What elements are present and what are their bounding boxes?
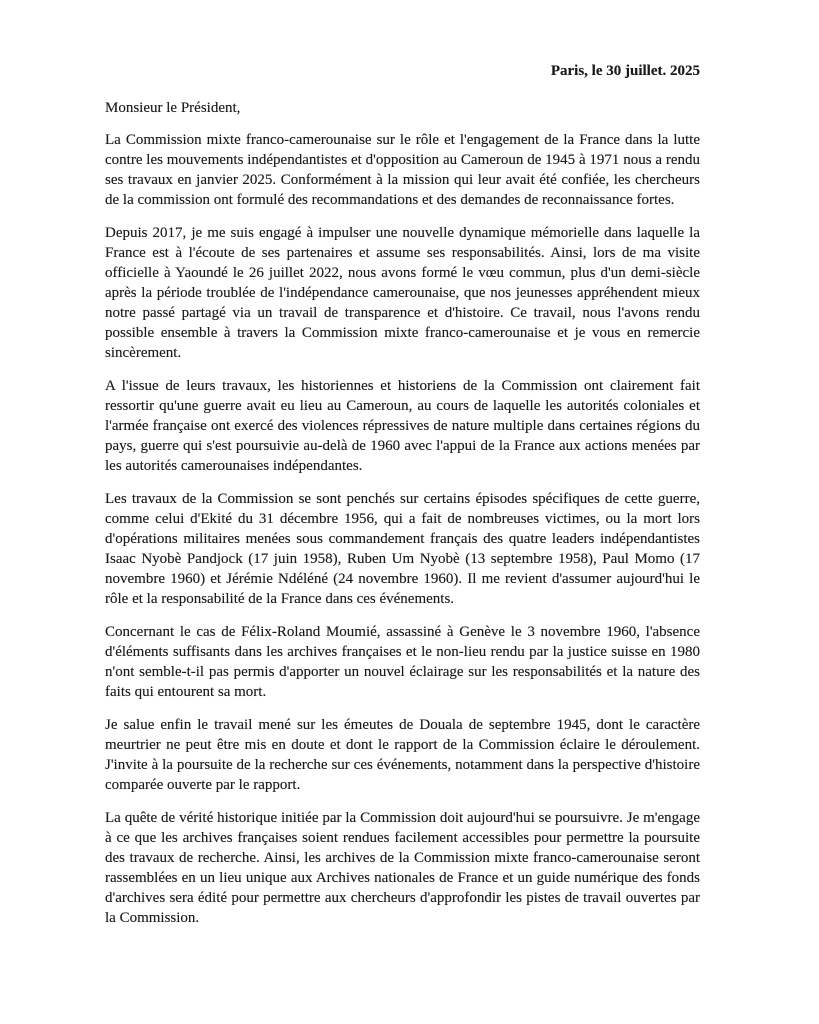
paragraph: A l'issue de leurs travaux, les historiennes et historiens de la Commission ont clairement fait ressortir qu'une guerre avait eu lieu au Cameroun, au cours de laquelle les autorités coloniales et l'armée française ont exercé des violences répressives de nature multiple dans certaines régions du pays, guerre qui s'est poursuivie au-delà de 1960 avec l'appui de la France aux actions menées par les autorités camerounaises indépendantes. xyxy=(105,378,700,474)
paragraph: Concernant le cas de Félix-Roland Moumié, assassiné à Genève le 3 novembre 1960, l'absence d'éléments suffisants dans les archives françaises et le non-lieu rendu par la justice suisse en 1980 n'ont semble-t-il pas permis d'apporter un nouvel éclairage sur les responsabilités et la nature des faits qui entourent sa mort. xyxy=(105,624,700,700)
dateline: Paris, le 30 juillet. 2025 xyxy=(550,63,700,79)
letter-content xyxy=(105,61,700,928)
paragraph: Les travaux de la Commission se sont penchés sur certains épisodes spécifiques de cette guerre, comme celui d'Ekité du 31 décembre 1956, qui a fait de nombreuses victimes, ou la mort lors d'opérations militaires menées sous commandement français des quatre leaders indépendantistes Isaac Nyobè Pandjock (17 juin 1958), Ruben Um Nyobè (13 septembre 1958), Paul Momo (17 novembre 1960) et Jérémie Ndéléné (24 novembre 1960). Il me revient d'assumer aujourd'hui le rôle et la responsabilité de la France dans ces événements. xyxy=(105,491,700,607)
letter-body xyxy=(105,130,700,928)
salutation: Monsieur le Président, xyxy=(105,100,241,116)
paragraph: Je salue enfin le travail mené sur les émeutes de Douala de septembre 1945, dont le caractère meurtrier ne peut être mis en doute et dont le rapport de la Commission éclaire le déroulement. J'invite à la poursuite de la recherche sur ces événements, notamment dans la perspective d'histoire comparée ouverte par le rapport. xyxy=(105,717,700,793)
paragraph: Depuis 2017, je me suis engagé à impulser une nouvelle dynamique mémorielle dans laquelle la France est à l'écoute de ses partenaires et assume ses responsabilités. Ainsi, lors de ma visite officielle à Yaoundé le 26 juillet 2022, nous avons formé le vœu commun, plus d'un demi-siècle après la période troublée de l'indépendance camerounaise, que nos jeunesses appréhendent mieux notre passé partagé via un travail de transparence et d'histoire. Ce travail, nous l'avons rendu possible ensemble à travers la Commission mixte franco-camerounaise et je vous en remercie sincèrement. xyxy=(105,225,700,361)
paragraph: La quête de vérité historique initiée par la Commission doit aujourd'hui se poursuivre. Je m'engage à ce que les archives françaises soient rendues facilement accessibles pour permettre la poursuite des travaux de recherche. Ainsi, les archives de la Commission mixte franco-camerounaise seront rassemblées en un lieu unique aux Archives nationales de France et un guide numérique des fonds d'archives sera édité pour permettre aux chercheurs d'approfondir les pistes de travail ouvertes par la Commission. xyxy=(105,810,700,926)
paragraph: La Commission mixte franco-camerounaise sur le rôle et l'engagement de la France dans la lutte contre les mouvements indépendantistes et d'opposition au Cameroun de 1945 à 1971 nous a rendu ses travaux en janvier 2025. Conformément à la mission qui leur avait été confiée, les chercheurs de la commission ont formulé des recommandations et des demandes de reconnaissance fortes. xyxy=(105,132,700,208)
